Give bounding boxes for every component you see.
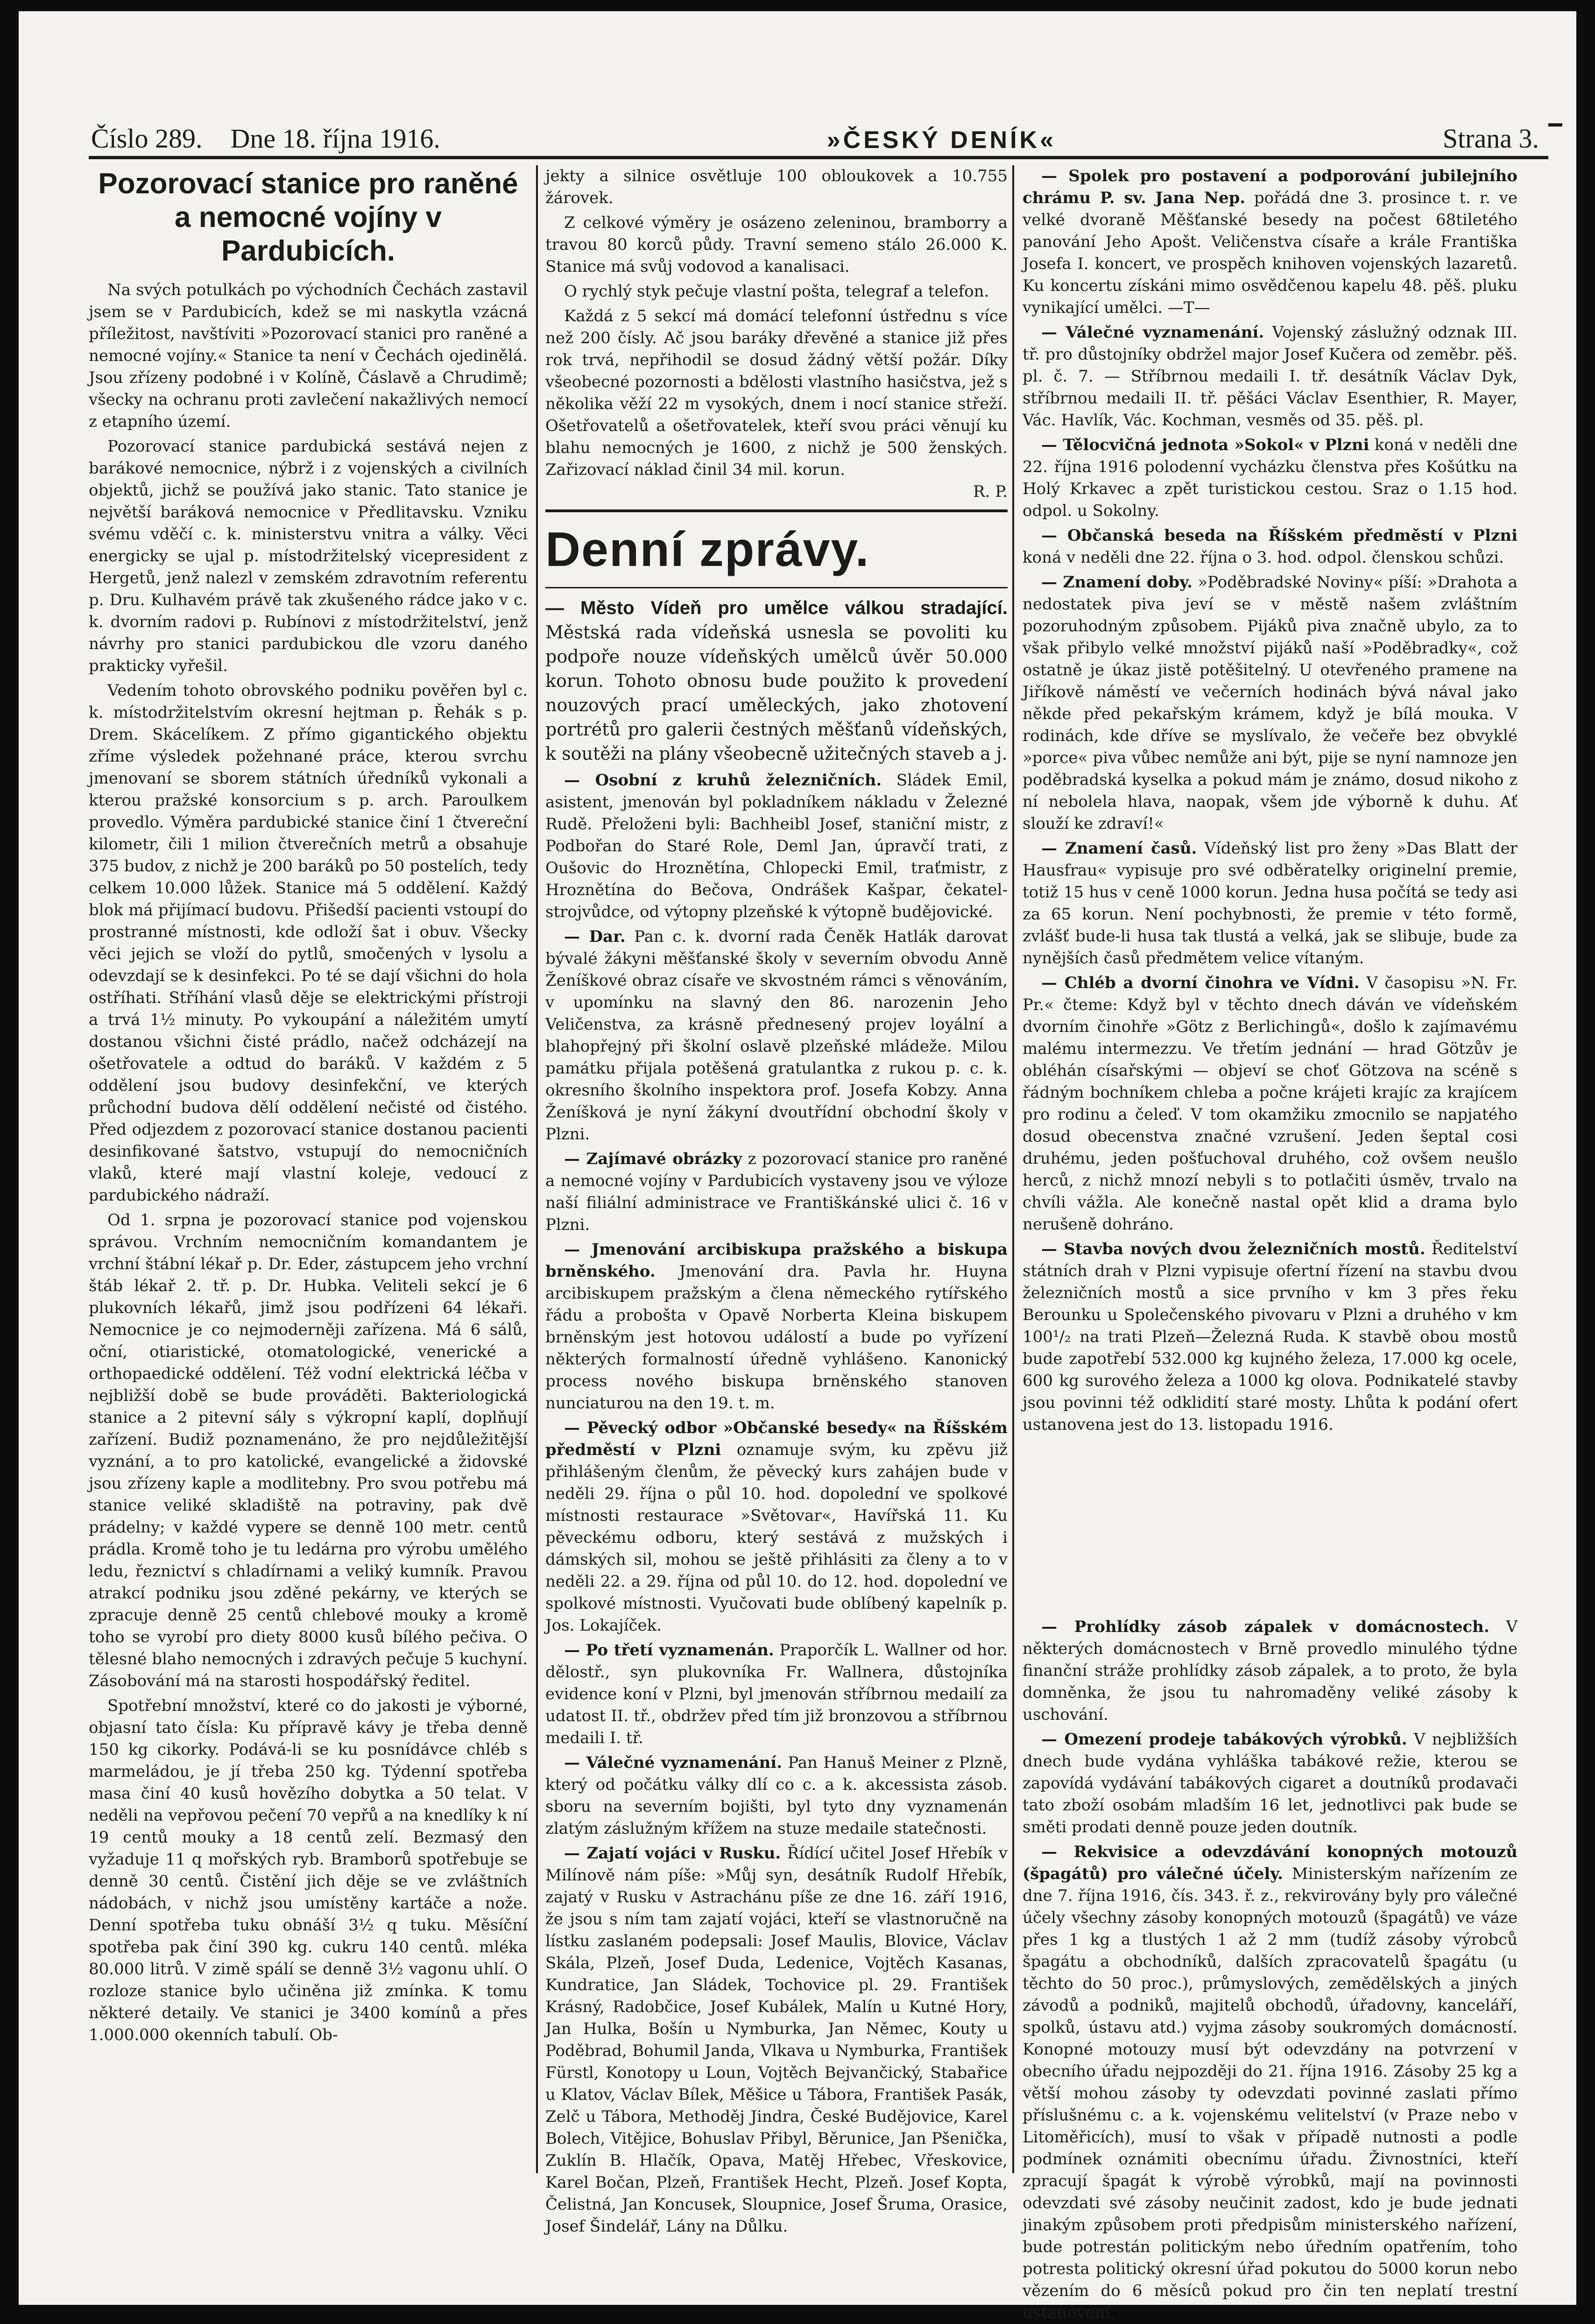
news-item-text: Městská rada vídeňská usnesla se povoliti ku podpoře nouze vídeňských umělců úvěr 50.000 korun. Tohoto obnosu bude použito k provedení nouzových prací uměleckých, jako zhotovení portrétů pro galerii čestných měšťanů vídeňských, k soutěži na plány všeobecně užitečných staveb a j. (545, 622, 1008, 764)
news-item-heading: — Omezení prodeje tabákových výrobků. (1041, 1730, 1407, 1749)
news-item-heading: — Zajímavé obrázky (564, 1150, 742, 1168)
news-item (545, 1417, 1008, 1637)
column-rule-2 (1012, 165, 1014, 2173)
news-item-text: Vojenský záslužný odznak III. tř. pro důstojníky obdržel major Josef Kučera od zeměbr. pěš. pl. č. 7. — Stříbrnou medaili I. tř. desátník Václav Dyk, stříbrnou medaili II. tř. pěšáci Václav Esenthier, R. Mayer, Vác. Havlík, Vác. Kochman, vesměs od 35. pěš. pl. (1023, 323, 1518, 430)
news-item-heading: — Válečné vyznamenání. (1041, 323, 1264, 342)
news-item-heading: — Válečné vyznamenání. (564, 1753, 783, 1772)
news-item-text: V časopisu »N. Fr. Pr.« čteme: Když byl v těchto dnech dáván ve vídeňském dvorním činohře »Götz z Berlichingů«, došlo k zajímavému malému intermezzu. Ve třetím jednání — hrad Götzův je obléhán císařskými — objeví se choť Götzova na scéně s řádným bochníkem chleba a počne krájeti krajíc za krajícem pro rodinu a čeleď. V tom okamžiku zmocnilo se napjatého dosud obecenstva značné vzrušení. Jeden šeptal cosi druhému, jeden pošťuchoval druhého, což ovšem neušlo herců, z nichž mnozí nebyli s to potlačiti úsměv, trvalo na chvíli vážla. Ale konečně nastal opět klid a drama bylo nerušeně dohráno. (1023, 974, 1518, 1234)
news-item (1023, 838, 1517, 969)
column-1 (89, 165, 528, 2211)
news-item (1023, 434, 1517, 522)
news-item-text: »Poděbradské Noviny« píší: »Drahota a nedostatek piva jeví se v městě našem zvláštním pozoruhodným způsobem. Pijáků piva značně ubylo, za to však přibylo velké množství pijáků naší »Poděbradky«, což ostatně je úkaz jistě potěšitelný. U otevřeného pramene na Jiříkově náměstí ve večerních hodinách bývá nával jako někde před pekařským krámem, když je bílá mouka. V rodinách, kde dříve se myslívalo, že večeře bez obvyklé »porce« piva vůbec nemůže ani být, pije se nyní namnoze jen poděbradská kyselka a pokud mám je známo, dosud nikoho z ní nebolela hlava, naopak, všem jde výborně k duhu. Ať slouží ke zdraví!« (1023, 573, 1517, 833)
news-item (1023, 972, 1517, 1236)
article-paragraph: Vedením tohoto obrovského podniku pověřen byl c. k. místodržitelstvím okresní hejtman p. Řehák s p. Drem. Skácelíkem. Z přímo gigantického objektu zříme výsledek požehnané práce, kterou svrchu jmenovaní se sborem státních úředníků vykonali a kterou pražské konsorcium s p. arch. Paroulkem provedlo. Výměra pardubické stanice činí 1 čtvereční kilometr, čili 1 milion čtverečních metrů a obsahuje 375 budov, z nichž je 200 baráků po 50 postelích, tedy celkem 10.000 lůžek. Stanice má 5 oddělení. Každý blok má přijímací budovu. Přišedší pacienti vstoupí do prostranné místnosti, kde odloží šat i obuv. Všecky věci jejich se vloží do pytlů, smočených v lysolu a odevzdají se k desinfekci. Po té se dají všichni do hola ostříhati. Stříhání vlasů děje se elektrickými přístroji a trvá 1½ minuty. Po vykoupání a náležitém umytí dostanou všichni čisté prádlo, načež odcházejí na ošetřovatele a odtud do baráků. V každém z 5 oddělení jsou budovy desinfekční, ve kterých průchodní budova dělí oddělení nečisté od čistého. Před odjezdem z pozorovací stanice dostanou pacienti desinfikované šatstvo, vstupují do nemocničních vlaků, které mají vlastní koleje, vedoucí z pardubického nádraží. (89, 681, 528, 1205)
news-item-text: z pozorovací stanice pro raněné a nemocné vojíny v Pardubicích vystaveny jsou ve výloze naší filiální administrace ve Františkánské ulici č. 16 v Plzni. (545, 1150, 1008, 1234)
news-item-heading: — Jmenování arcibiskupa pražského a biskupa brněnského. (545, 1240, 1008, 1281)
news-item-text: V nejbližších dnech bude vydána vyhláška tabákové režie, kterou se zapovídá vydávání tabákových cigaret a doutníků prodavači tato zboží osobám mladším 16 let, jednotlivci pak bude se směti prodati denně pouze jeden doutník. (1023, 1730, 1517, 1837)
news-item-heading: — Spolek pro postavení a podporování jubilejního chrámu P. sv. Jana Nep. (1023, 167, 1517, 207)
news-item-text: Sládek Emil, asistent, jmenován byl pokladníkem nákladu v Železné Rudě. Přeloženi byli: Bachheibl Josef, staniční mistr, z Podbořan do Staré Role, Deml Jan, úpravčí trati, z Oušovic do Hroznětína, Chlopecki Emil, traťmistr, z Hroznětína do Bečova, Ondrášek Kašpar, čekatel-strojvůdce, od výtopny plzeňské k výtopně budějovické. (545, 771, 1008, 921)
column-rule-1 (536, 165, 538, 2173)
news-item-lead (545, 596, 1008, 766)
news-item-text: Vídeňský list pro ženy »Das Blatt der Hausfrau« vypisuje pro své odběratelky originelní premie, totiž 15 hus v ceně 1000 korun. Jedna husa počítá se tedy asi za 65 korun. Není pochybnosti, že premie v této formě, zvlášť bude-li husa tak tlustá a velká, jak se slibuje, bude za nynějších časů předmětem velice vítaným. (1023, 839, 1517, 968)
section-rule (545, 509, 1008, 512)
news-item-heading: — Zajatí vojáci v Rusku. (564, 1844, 781, 1863)
news-item-heading: — Prohlídky zásob zápalek v domácnostech. (1041, 1618, 1489, 1636)
news-item (545, 1148, 1008, 1236)
article-paragraph: Na svých potulkách po východních Čechách zastavil jsem se v Pardubicích, kdež se mi naskytla vzácná příležitost, navštíviti »Pozorovací stanici pro raněné a nemocné vojíny.« Stanice ta není v Čechách ojedinělá. Jsou zřízeny podobné i v Kolíně, Čáslavě a Chrudimě; všecky na ochranu proti zavlečení nakažlivých nemocí z etapního území. (89, 281, 528, 431)
article-title: Pozorovací stanice pro raněné a nemocné vojíny v Pardubicích. (98, 168, 518, 267)
news-item-heading: — Město Vídeň pro umělce válkou stradající. (545, 598, 1008, 618)
article-paragraph: jekty a silnice osvětluje 100 obloukovek a 10.755 žárovek. (545, 167, 1008, 207)
article-paragraph: Každá z 5 sekcí má domácí telefonní ústřednu s více než 200 čísly. Ač jsou baráky dřevěné a stanice již přes rok trvá, nepřihodil se dosud žádný větší požár. Díky všeobecné pozornosti a bdělosti vlastního hasičstva, jež s několika věží 22 m vysokých, dnem i nocí stanice střeží. Ošetřovatelů a ošetřovatelek, kteří svou práci věnují ku blahu nemocných je 1600, z nichž je 500 ženských. Zařizovací náklad činil 34 mil. korun. (545, 307, 1008, 479)
news-item-heading: — Znamení doby. (1041, 573, 1193, 592)
article-paragraph: O rychlý styk pečuje vlastní pošta, telegraf a telefon. (564, 282, 989, 301)
news-item-text: Ministerským nařízením ze dne 7. října 1916, čís. 343. ř. z., rekvirovány byly pro válečné účely všechny zásoby konopných motouzů (špagátů) ve váze přes 1 kg a tlustých 1 až 2 mm (tudíž zásoby výrobců špagátu a obchodníků, dalších zpracovatelů špagátu (u těchto do 50 proc.), průmyslových, zemědělských a jiných závodů a podniků, majitelů obchodů, úřadovny, kanceláří, spolků, ústavu atd.) vyjma zásoby soukromých domácností. Konopné motouzy musí být odevzdány na potvrzení v obecního úřadu nejpozději do 21. října 1916. Zásoby 25 kg a větší mohou zásoby ty odevzdati povinné zaslati přímo příslušnému c. a k. vojenskému velitelství (v Praze nebo v Litoměřicích), musí to však v případě nutnosti a podle podmínek oznámiti obecnímu úřadu. Živnostníci, kteří zpracují špagát k výrobě výrobků, mají na povinnosti odevzdati své zásoby neučinit zadost, kdo je bude jednati jinakým způsobem proti předpisům ministerského nařízení, bude potrestán politickým nebo úředním opatřením, toho potresta politický okresní úřad pokutou do 5000 korun nebo vězením do 6 měsíců pokud pro čin ten neplatí trestní ustanovení. (1023, 1865, 1518, 2322)
news-item-heading: — Tělocvičná jednota »Sokol« v Plzni (1041, 436, 1369, 454)
news-item-heading: — Stavba nových dvou železničních mostů. (1041, 1240, 1426, 1258)
news-item-heading: — Pěvecký odbor »Občanské besedy« na Říšském předměstí v Plzni (545, 1419, 1008, 1459)
news-item (1023, 322, 1517, 431)
news-item-text: Řídící učitel Josef Hřebík v Milínově nám píše: »Můj syn, desátník Rudolf Hřebík, zajatý v Rusku v Astrachánu píše ze dne 16. září 1916, že jsou s ním tam zajatí vojáci, kteří se vlastnoručně na lístku zaslaném podepsali: Josef Maulis, Blovice, Václav Skála, Plzeň, Josef Duda, Ledenice, Vojtěch Kasanas, Kundratice, Jan Sládek, Tochovice pl. 29. František Krásný, Radobčice, Josef Kubálek, Malín u Kutné Hory, Jan Hulka, Bošín u Nymburka, Jan Němec, Kouty u Poděbrad, Bohumil Janda, Vlkava u Nymburka, František Fürstl, Konotopy u Loun, Vojtěch Bejvančický, Stabařice u Klatov, Václav Bílek, Měšice u Tábora, František Pasák, Zelč u Tábora, Methoděj Jindra, České Budějovice, Karel Bolech, Vitějice, Bohuslav Přibyl, Běrunice, Jan Pšenička, Zuklín B. Hlačík, Opava, Matěj Hřebec, Vřeskovice, Karel Bočan, Plzeň, František Hecht, Plzeň. Josef Kopta, Čelistná, Jan Koncusek, Sloupnice, Josef Šruma, Orasice, Josef Šindelář, Lány na Důlku. (545, 1844, 1008, 2236)
news-item-text: koná v neděli dne 22. října o 3. hod. odpol. členskou schůzi. (1023, 548, 1504, 567)
news-item-heading: — Občanská beseda na Říšském předměstí v Plzni (1041, 526, 1517, 545)
news-item (545, 770, 1008, 923)
page-number: Strana 3. (1442, 123, 1539, 154)
news-item-text: Pan Hanuš Meiner z Plzně, který od počátku války dlí co c. a k. akcessista zásob. sboru na severním bojišti, byl tyto dny vyznamenán zlatým záslužným křížem na stuze medaile statečnosti. (545, 1753, 1008, 1838)
news-item-heading: — Chléb a dvorní činohra ve Vídni. (1041, 974, 1360, 992)
column-gap (1023, 1439, 1517, 1616)
masthead: »ČESKÝ DENÍK« (826, 127, 1056, 154)
news-item-text: oznamuje svým, ku zpěvu již přihlášeným členům, že pěvecký kurs zahájen bude v neděli 29. října o půl 10. hod. dopolední ve spolkové místnosti restaurace »Světovar«, Havířská 11. Ku pěveckému odboru, který sestává z mužských i dámských sil, mohou se ještě přihlásiti za členy a to v neděli 22. a 29. října od půl 10. do 12. hod. dopolední ve spolkové místnosti. Vyučovati bude oblíbený kapelník p. Jos. Lokajíček. (545, 1441, 1008, 1635)
column-3 (1023, 165, 1518, 2322)
news-item-text: koná v neděli dne 22. října 1916 polodenní vycházku členstva přes Košútku na Holý Krkavec a zpět turistickou cestou. Sraz o 1.15 hod. odpol. u Sokolny. (1023, 436, 1518, 520)
news-item (545, 1639, 1008, 1749)
news-item-heading: — Dar. (564, 927, 626, 946)
article-paragraph: Z celkové výměry je osázeno zeleninou, bramborry a travou 80 korců půdy. Travní semeno stálo 26.000 K. Stanice má svůj vodovod a kanalisaci. (545, 213, 1008, 276)
news-item-heading: — Znamení časů. (1041, 839, 1197, 858)
news-item (545, 1843, 1008, 2238)
news-item-text: Ředitelství státních drah v Plzni vypisuje ofertní řízení na stavbu dvou železničních mostů a sice prvního v km 3 přes řeku Berounku u Společenského pivovaru v Plzni a druhého v km 100¹/₂ na trati Plzeň—Železná Ruda. K stavbě obou mostů bude zapotřebí 532.000 kg kujného železa, 17.000 kg ocele, 600 kg surového železa a 1000 kg olova. Podnikatelé stavby jsou povinni též odklidití staré mosty. Lhůta k podání ofert ustanovena jest do 13. listopadu 1916. (1023, 1240, 1517, 1434)
news-item-text: pořádá dne 3. prosince t. r. ve velké dvoraně Měšťanské besedy na počest 68tiletého panování Jeho Apošt. Veličenstva císaře a krále Františka Josefa I. koncert, ve prospěch knihoven vojenských lazaretů. Ku koncertu získáni mimo osvědčenou kapelu 48. pěš. pluku vynikající umělci. —T— (1023, 189, 1518, 317)
article-signature: R. P. (973, 482, 1008, 501)
page-header (91, 115, 1539, 152)
news-item-text: V některých domácnostech v Brně provedlo minulého týdne finanční stráže prohlídky zásob zápalek, a to proto, že byla domněnka, že jsou tu nahromaděny veliké zásoby k uschování. (1023, 1618, 1517, 1724)
news-item (1023, 525, 1517, 569)
edge-dash (1548, 123, 1562, 127)
news-item (545, 926, 1008, 1145)
news-item (1023, 572, 1517, 835)
column-2 (545, 165, 1008, 2236)
section-rule-thin (545, 587, 1008, 588)
news-item (1023, 1841, 1517, 2324)
issue-date: Dne 18. října 1916. (230, 123, 440, 154)
article-paragraph: Od 1. srpna je pozorovací stanice pod vojenskou správou. Vrchním nemocničním komandantem je vrchní štábní lékař p. Dr. Eder, zástupcem jeho vrchní štáb lékař 2. tř. p. Dr. Hubka. Veliteli sekcí je 6 plukovních lékařů, jimž jsou podřízeni 64 lékaři. Nemocnice je co nejmoderněji zařízena. Má 6 sálů, oční, otiaristické, otomatologické, venerické a orthopaedické oddělení. Též vodní elektrická léčba v nejbližší době se bude prováděti. Bakteriologická stanice a 2 pitevní sály s výkropní kaplí, doplňují zařízení. Budiž poznamenáno, že pro nejdůležitější vyznání, a to pro katolické, evangelické a židovské jsou zřízeny kaple a modlitebny. Pro svou potřebu má stanice veliké skladiště na potraviny, pak dvě prádelny; v každé vypere se denně 100 metr. centů prádla. Kromě toho je tu ledárna pro výrobu umělého ledu, řeznictví s chladírnami a veliký kumník. Pravou atrakcí podniku jsou zděné pekárny, ve kterých se zpracuje denně 25 centů chlebové mouky a kromě toho se vyrobí pro diety 8000 kusů bílého pečiva. O tělesné blaho nemocných i zdravých pečuje 5 kuchyní. Zásobování má na starosti hospodářský ředitel. (89, 1211, 528, 1690)
news-item-text: Pan c. k. dvorní rada Čeněk Hatlák darovat bývalé žákyni měšťanské školy v severním obvodu Anně Ženíškové obraz císaře ve skvostném rámci s věnováním, v upomínku na slavný den 86. narozenin Jeho Veličenstva, za krásně přednesený projev loyální a blahopřejný při školní oslavě plzeňské mládeže. Milou památku přijala potěšená gratulantka z rukou p. c. k. okresního školního inspektora prof. Josefa Kobzy. Anna Ženíšková je nyní žákyní dvoutřídní obchodní školy v Plzni. (545, 927, 1008, 1144)
news-item-heading: — Osobní z kruhů železničních. (564, 771, 882, 790)
news-item (545, 1239, 1008, 1414)
news-item (545, 1752, 1008, 1840)
article-paragraph: Pozorovací stanice pardubická sestává nejen z barákové nemocnice, nýbrž i z vojenských a civilních objektů, jichž se používá jako stanic. Tato stanice je největší baráková nemocnice v Předlitavsku. Vzniku svému vděčí c. k. ministerstvu vnitra a války. Věci energicky se ujal p. místodržitelský vicepresident z Hergetů, jenž nalezl v zemském zdravotním referentu p. Dru. Kulhavém právě tak zkušeného rádce jako v c. k. dvorním radovi p. Rubínovi z místodržitelství, jenž návrhy pro stanici pardubickou dle vzoru daného prakticky vyřešil. (89, 437, 528, 675)
news-item-text: Praporčík L. Wallner od hor. dělostř., syn plukovníka Fr. Wallnera, důstojníka evidence koní v Plzni, byl jmenován stříbrnou medailí za udatost II. tř., obdržev před tím již bronzovou a stříbrnou medaili I. tř. (545, 1641, 1008, 1747)
news-item-heading: — Rekvisice a odevzdávání konopných motouzů (špagátů) pro válečné účely. (1023, 1843, 1517, 1883)
news-item (1023, 1616, 1517, 1726)
article-paragraph: Spotřební množství, které co do jakosti je výborné, objasní tato čísla: Ku přípravě kávy je třeba denně 150 kg cikorky. Podává-li se ku posnídávce chléb s marmeládou, je jí třeba 250 kg. Týdenní spotřeba masa činí 40 kusů hovězího dobytka a 50 telat. V neděli na vepřovou pečení 70 vepřů a na knedlíky k ní 19 centů mouky a 18 centů zelí. Bezmasý den vyžaduje 11 q mořských ryb. Bramborů spotřebuje se denně 30 centů. Čistění jich děje se ve zvláštních nádobách, v nichž jsou umístěny kartáče a nože. Denní spotřeba tuku obnáší 3½ q tuku. Měsíční spotřeba pak činí 390 kg. cukru 140 centů. mléka 80.000 litrů. V zimě spálí se denně 3½ vagonu uhlí. O rozloze stanice bylo učiněna již zmínka. K tomu některé detaily. Ve stanici je 3400 komínů a přes 1.000.000 okenních tabulí. Ob- (89, 1696, 528, 2044)
news-item-heading: — Po třetí vyznamenán. (564, 1641, 774, 1660)
newspaper-page (19, 11, 1576, 2322)
header-rule (89, 156, 1548, 159)
news-item (1023, 1729, 1517, 1838)
news-item-text: Jmenování dra. Pavla hr. Huyna arcibiskupem pražským a člena německého rytířského řádu a probošta v Opavě Norberta Kleina biskupem brněnským jest hotovou událostí a bude po vyřízení některých formalností úředně vyhlášeno. Kanonický process nového biskupa brněnského stanoven nunciaturou na den 19. t. m. (545, 1262, 1008, 1413)
issue-number: Číslo 289. (91, 123, 203, 154)
news-item (1023, 165, 1517, 319)
news-item (1023, 1238, 1517, 1436)
section-title: Denní zprávy. (545, 523, 870, 577)
